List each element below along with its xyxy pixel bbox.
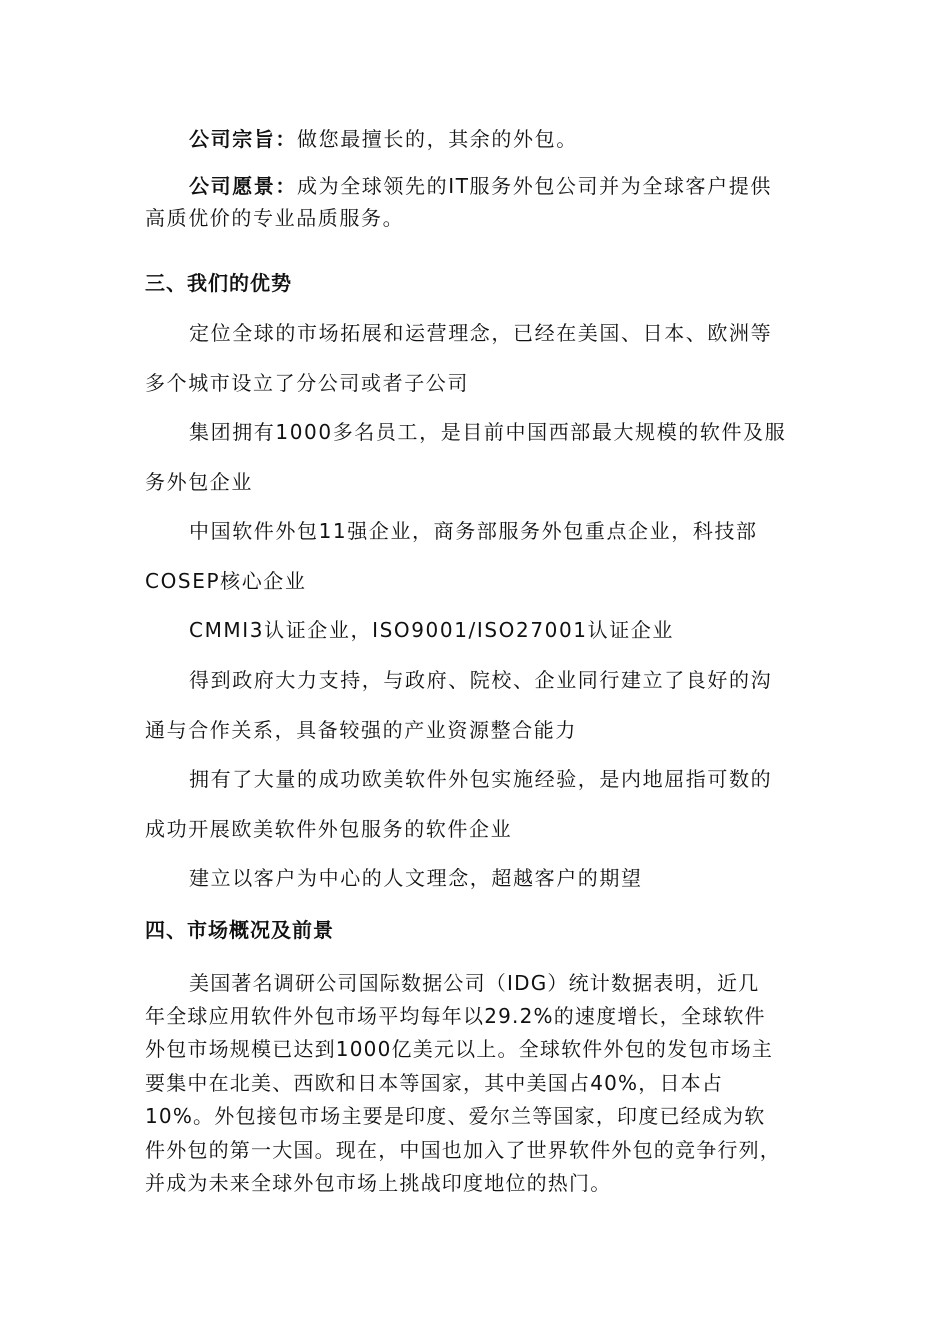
company-vision-text-cont: 高质优价的专业品质服务。 bbox=[145, 206, 405, 230]
paragraph-line: 集团拥有1000多名员工，是目前中国西部最大规模的软件及服 bbox=[189, 420, 787, 444]
paragraph-line: 要集中在北美、西欧和日本等国家，其中美国占40%，日本占 bbox=[145, 1071, 724, 1095]
company-tenet-label: 公司宗旨： bbox=[189, 127, 297, 151]
paragraph-line: 并成为未来全球外包市场上挑战印度地位的热门。 bbox=[145, 1171, 612, 1195]
paragraph-line: 多个城市设立了分公司或者子公司 bbox=[145, 371, 469, 395]
section-heading-market: 四、市场概况及前景 bbox=[145, 918, 334, 942]
company-tenet-line bbox=[189, 126, 578, 152]
paragraph-line: 年全球应用软件外包市场平均每年以29.2%的速度增长，全球软件 bbox=[145, 1004, 766, 1028]
paragraph-line: 拥有了大量的成功欧美软件外包实施经验，是内地屈指可数的 bbox=[189, 767, 773, 791]
paragraph-line: 务外包企业 bbox=[145, 470, 253, 494]
paragraph-line: 中国软件外包11强企业，商务部服务外包重点企业，科技部 bbox=[189, 519, 758, 543]
company-vision-text: 成为全球领先的IT服务外包公司并为全球客户提供 bbox=[297, 174, 772, 198]
paragraph-line: CMMI3认证企业，ISO9001/ISO27001认证企业 bbox=[189, 618, 675, 642]
paragraph-line: 美国著名调研公司国际数据公司（IDG）统计数据表明，近几 bbox=[189, 971, 760, 995]
paragraph-line: 建立以客户为中心的人文理念，超越客户的期望 bbox=[189, 866, 643, 890]
paragraph-line: 外包市场规模已达到1000亿美元以上。全球软件外包的发包市场主 bbox=[145, 1037, 774, 1061]
paragraph-line: 通与合作关系，具备较强的产业资源整合能力 bbox=[145, 718, 577, 742]
paragraph-line: COSEP核心企业 bbox=[145, 569, 307, 593]
company-tenet-text: 做您最擅长的，其余的外包。 bbox=[297, 127, 578, 151]
section-heading-advantages: 三、我们的优势 bbox=[145, 271, 292, 295]
paragraph-line: 件外包的第一大国。现在，中国也加入了世界软件外包的竞争行列， bbox=[145, 1138, 781, 1162]
paragraph-line: 成功开展欧美软件外包服务的软件企业 bbox=[145, 817, 513, 841]
company-vision-label: 公司愿景： bbox=[189, 174, 297, 198]
paragraph-line: 得到政府大力支持，与政府、院校、企业同行建立了良好的沟 bbox=[189, 668, 773, 692]
company-vision-line bbox=[189, 173, 772, 199]
paragraph-line: 10%。外包接包市场主要是印度、爱尔兰等国家，印度已经成为软 bbox=[145, 1104, 766, 1128]
paragraph-line: 定位全球的市场拓展和运营理念，已经在美国、日本、欧洲等 bbox=[189, 321, 773, 345]
